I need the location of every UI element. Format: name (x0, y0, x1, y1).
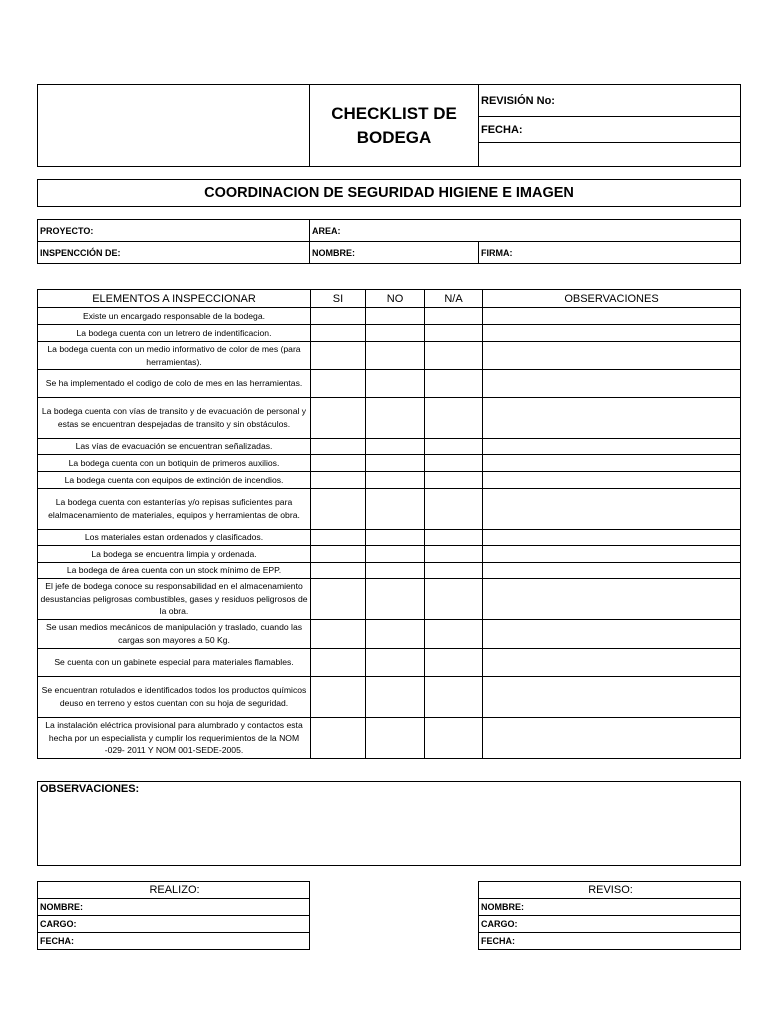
no-cell[interactable] (366, 489, 425, 530)
observaciones-cell[interactable] (483, 489, 741, 530)
na-cell[interactable] (425, 342, 483, 370)
header-table (37, 84, 741, 167)
nombre-label: NOMBRE: (310, 242, 479, 264)
na-cell[interactable] (425, 455, 483, 472)
checklist-row (38, 579, 741, 620)
si-cell[interactable] (311, 677, 366, 718)
observaciones-cell[interactable] (483, 308, 741, 325)
si-cell[interactable] (311, 620, 366, 649)
si-cell[interactable] (311, 649, 366, 677)
observaciones-cell[interactable] (483, 342, 741, 370)
checklist-item-text: Existe un encargado responsable de la bodega. (38, 308, 311, 325)
inspeccion-label: INSPENCCIÓN DE: (38, 242, 310, 264)
observaciones-cell[interactable] (483, 620, 741, 649)
si-cell[interactable] (311, 718, 366, 759)
checklist-item-text: Los materiales estan ordenados y clasificados. (38, 530, 311, 546)
na-cell[interactable] (425, 530, 483, 546)
reviso-table (478, 881, 741, 950)
col-na: N/A (425, 290, 483, 308)
na-cell[interactable] (425, 620, 483, 649)
revision-label: REVISIÓN No: (479, 85, 741, 117)
na-cell[interactable] (425, 563, 483, 579)
checklist-row (38, 489, 741, 530)
checklist-row (38, 649, 741, 677)
si-cell[interactable] (311, 439, 366, 455)
observaciones-cell[interactable] (483, 649, 741, 677)
observaciones-cell[interactable] (483, 677, 741, 718)
checklist-item-text: La bodega cuenta con un medio informativo de color de mes (para herramientas). (38, 342, 311, 370)
no-cell[interactable] (366, 649, 425, 677)
checklist-item-text: Se ha implementado el codigo de colo de mes en las herramientas. (38, 370, 311, 398)
si-cell[interactable] (311, 342, 366, 370)
no-cell[interactable] (366, 677, 425, 718)
observaciones-cell[interactable] (483, 472, 741, 489)
no-cell[interactable] (366, 325, 425, 342)
title-line-1: CHECKLIST DE (331, 103, 457, 123)
si-cell[interactable] (311, 325, 366, 342)
col-elementos: ELEMENTOS A INSPECCIONAR (38, 290, 311, 308)
checklist-row (38, 342, 741, 370)
checklist-item-text: La bodega cuenta con equipos de extinción de incendios. (38, 472, 311, 489)
reviso-fecha-field[interactable]: FECHA: (479, 933, 741, 950)
si-cell[interactable] (311, 455, 366, 472)
na-cell[interactable] (425, 398, 483, 439)
col-observaciones: OBSERVACIONES (483, 290, 741, 308)
observaciones-cell[interactable] (483, 398, 741, 439)
checklist-item-text: La bodega cuenta con un letrero de indentificacion. (38, 325, 311, 342)
no-cell[interactable] (366, 563, 425, 579)
logo-cell (38, 85, 310, 167)
observaciones-cell[interactable] (483, 579, 741, 620)
col-si: SI (311, 290, 366, 308)
checklist-item-text: Se usan medios mecánicos de manipulación y traslado, cuando las cargas son mayores a 50 Kg. (38, 620, 311, 649)
na-cell[interactable] (425, 439, 483, 455)
checklist-item-text: El jefe de bodega conoce su responsabilidad en el almacenamiento desustancias peligrosas combustibles, gases y residuos peligrosos de la obra. (38, 579, 311, 620)
checklist-row (38, 530, 741, 546)
observaciones-cell[interactable] (483, 563, 741, 579)
reviso-title: REVISO: (479, 882, 741, 899)
no-cell[interactable] (366, 530, 425, 546)
checklist-item-text: La bodega de área cuenta con un stock mínimo de EPP. (38, 563, 311, 579)
si-cell[interactable] (311, 472, 366, 489)
si-cell[interactable] (311, 398, 366, 439)
si-cell[interactable] (311, 489, 366, 530)
na-cell[interactable] (425, 546, 483, 563)
si-cell[interactable] (311, 546, 366, 563)
no-cell[interactable] (366, 342, 425, 370)
proyecto-label: PROYECTO: (38, 220, 310, 242)
realizo-fecha-field[interactable]: FECHA: (38, 933, 310, 950)
realizo-table (37, 881, 310, 950)
area-label: AREA: (310, 220, 741, 242)
no-cell[interactable] (366, 370, 425, 398)
fecha-label: FECHA: (479, 117, 741, 143)
observaciones-cell[interactable] (483, 530, 741, 546)
checklist-item-text: Las vías de evacuación se encuentran señalizadas. (38, 439, 311, 455)
checklist-row (38, 325, 741, 342)
observaciones-cell[interactable] (483, 370, 741, 398)
observaciones-cell[interactable] (483, 546, 741, 563)
col-no: NO (366, 290, 425, 308)
checklist-item-text: La bodega cuenta con estanterías y/o repisas suficientes para elalmacenamiento de materiales, equipos y herramientas de obra. (38, 489, 311, 530)
si-cell[interactable] (311, 308, 366, 325)
na-cell[interactable] (425, 677, 483, 718)
observaciones-cell[interactable] (483, 439, 741, 455)
no-cell[interactable] (366, 472, 425, 489)
checklist-row (38, 472, 741, 489)
firma-label: FIRMA: (479, 242, 741, 264)
si-cell[interactable] (311, 530, 366, 546)
checklist-item-text: La bodega cuenta con un botiquin de primeros auxilios. (38, 455, 311, 472)
na-cell[interactable] (425, 489, 483, 530)
checklist-row (38, 677, 741, 718)
na-cell[interactable] (425, 579, 483, 620)
na-cell[interactable] (425, 649, 483, 677)
checklist-row (38, 370, 741, 398)
observations-box[interactable] (37, 781, 741, 866)
coordination-title: COORDINACION DE SEGURIDAD HIGIENE E IMAGEN (37, 179, 741, 207)
checklist-table (37, 289, 741, 759)
checklist-row (38, 718, 741, 759)
si-cell[interactable] (311, 579, 366, 620)
observaciones-cell[interactable] (483, 718, 741, 759)
checklist-item-text: La bodega cuenta con vías de transito y de evacuación de personal y estas se encuentran despejadas de transito y sin obstáculos. (38, 398, 311, 439)
no-cell[interactable] (366, 308, 425, 325)
observaciones-cell[interactable] (483, 455, 741, 472)
title-line-2: BODEGA (356, 127, 432, 147)
checklist-row (38, 546, 741, 563)
checklist-row (38, 308, 741, 325)
checklist-item-text: Se encuentran rotulados e identificados todos los productos químicos deuso en terreno y estos cuentan con su hoja de seguridad. (38, 677, 311, 718)
no-cell[interactable] (366, 455, 425, 472)
header-blank-cell (479, 143, 741, 167)
na-cell[interactable] (425, 370, 483, 398)
na-cell[interactable] (425, 325, 483, 342)
document-title (310, 85, 479, 167)
reviso-cargo-field[interactable]: CARGO: (479, 916, 741, 933)
si-cell[interactable] (311, 563, 366, 579)
realizo-title: REALIZO: (38, 882, 310, 899)
no-cell[interactable] (366, 620, 425, 649)
no-cell[interactable] (366, 718, 425, 759)
observations-label: OBSERVACIONES: (40, 783, 140, 795)
reviso-nombre-field[interactable]: NOMBRE: (479, 899, 741, 916)
na-cell[interactable] (425, 472, 483, 489)
si-cell[interactable] (311, 370, 366, 398)
checklist-item-text: La bodega se encuentra limpia y ordenada. (38, 546, 311, 563)
checklist-row (38, 563, 741, 579)
no-cell[interactable] (366, 579, 425, 620)
realizo-cargo-field[interactable]: CARGO: (38, 916, 310, 933)
checklist-row (38, 398, 741, 439)
checklist-row (38, 620, 741, 649)
na-cell[interactable] (425, 308, 483, 325)
checklist-item-text: La instalación eléctrica provisional para alumbrado y contactos esta hecha por un especialista y cumplir los requerimientos de la NOM -029- 2011 Y NOM 001-SEDE-2005. (38, 718, 311, 759)
na-cell[interactable] (425, 718, 483, 759)
no-cell[interactable] (366, 439, 425, 455)
checklist-row (38, 455, 741, 472)
checklist-item-text: Se cuenta con un gabinete especial para materiales flamables. (38, 649, 311, 677)
realizo-nombre-field[interactable]: NOMBRE: (38, 899, 310, 916)
checklist-header-row (38, 290, 741, 308)
observaciones-cell[interactable] (483, 325, 741, 342)
no-cell[interactable] (366, 546, 425, 563)
checklist-row (38, 439, 741, 455)
project-info-table (37, 219, 741, 264)
no-cell[interactable] (366, 398, 425, 439)
